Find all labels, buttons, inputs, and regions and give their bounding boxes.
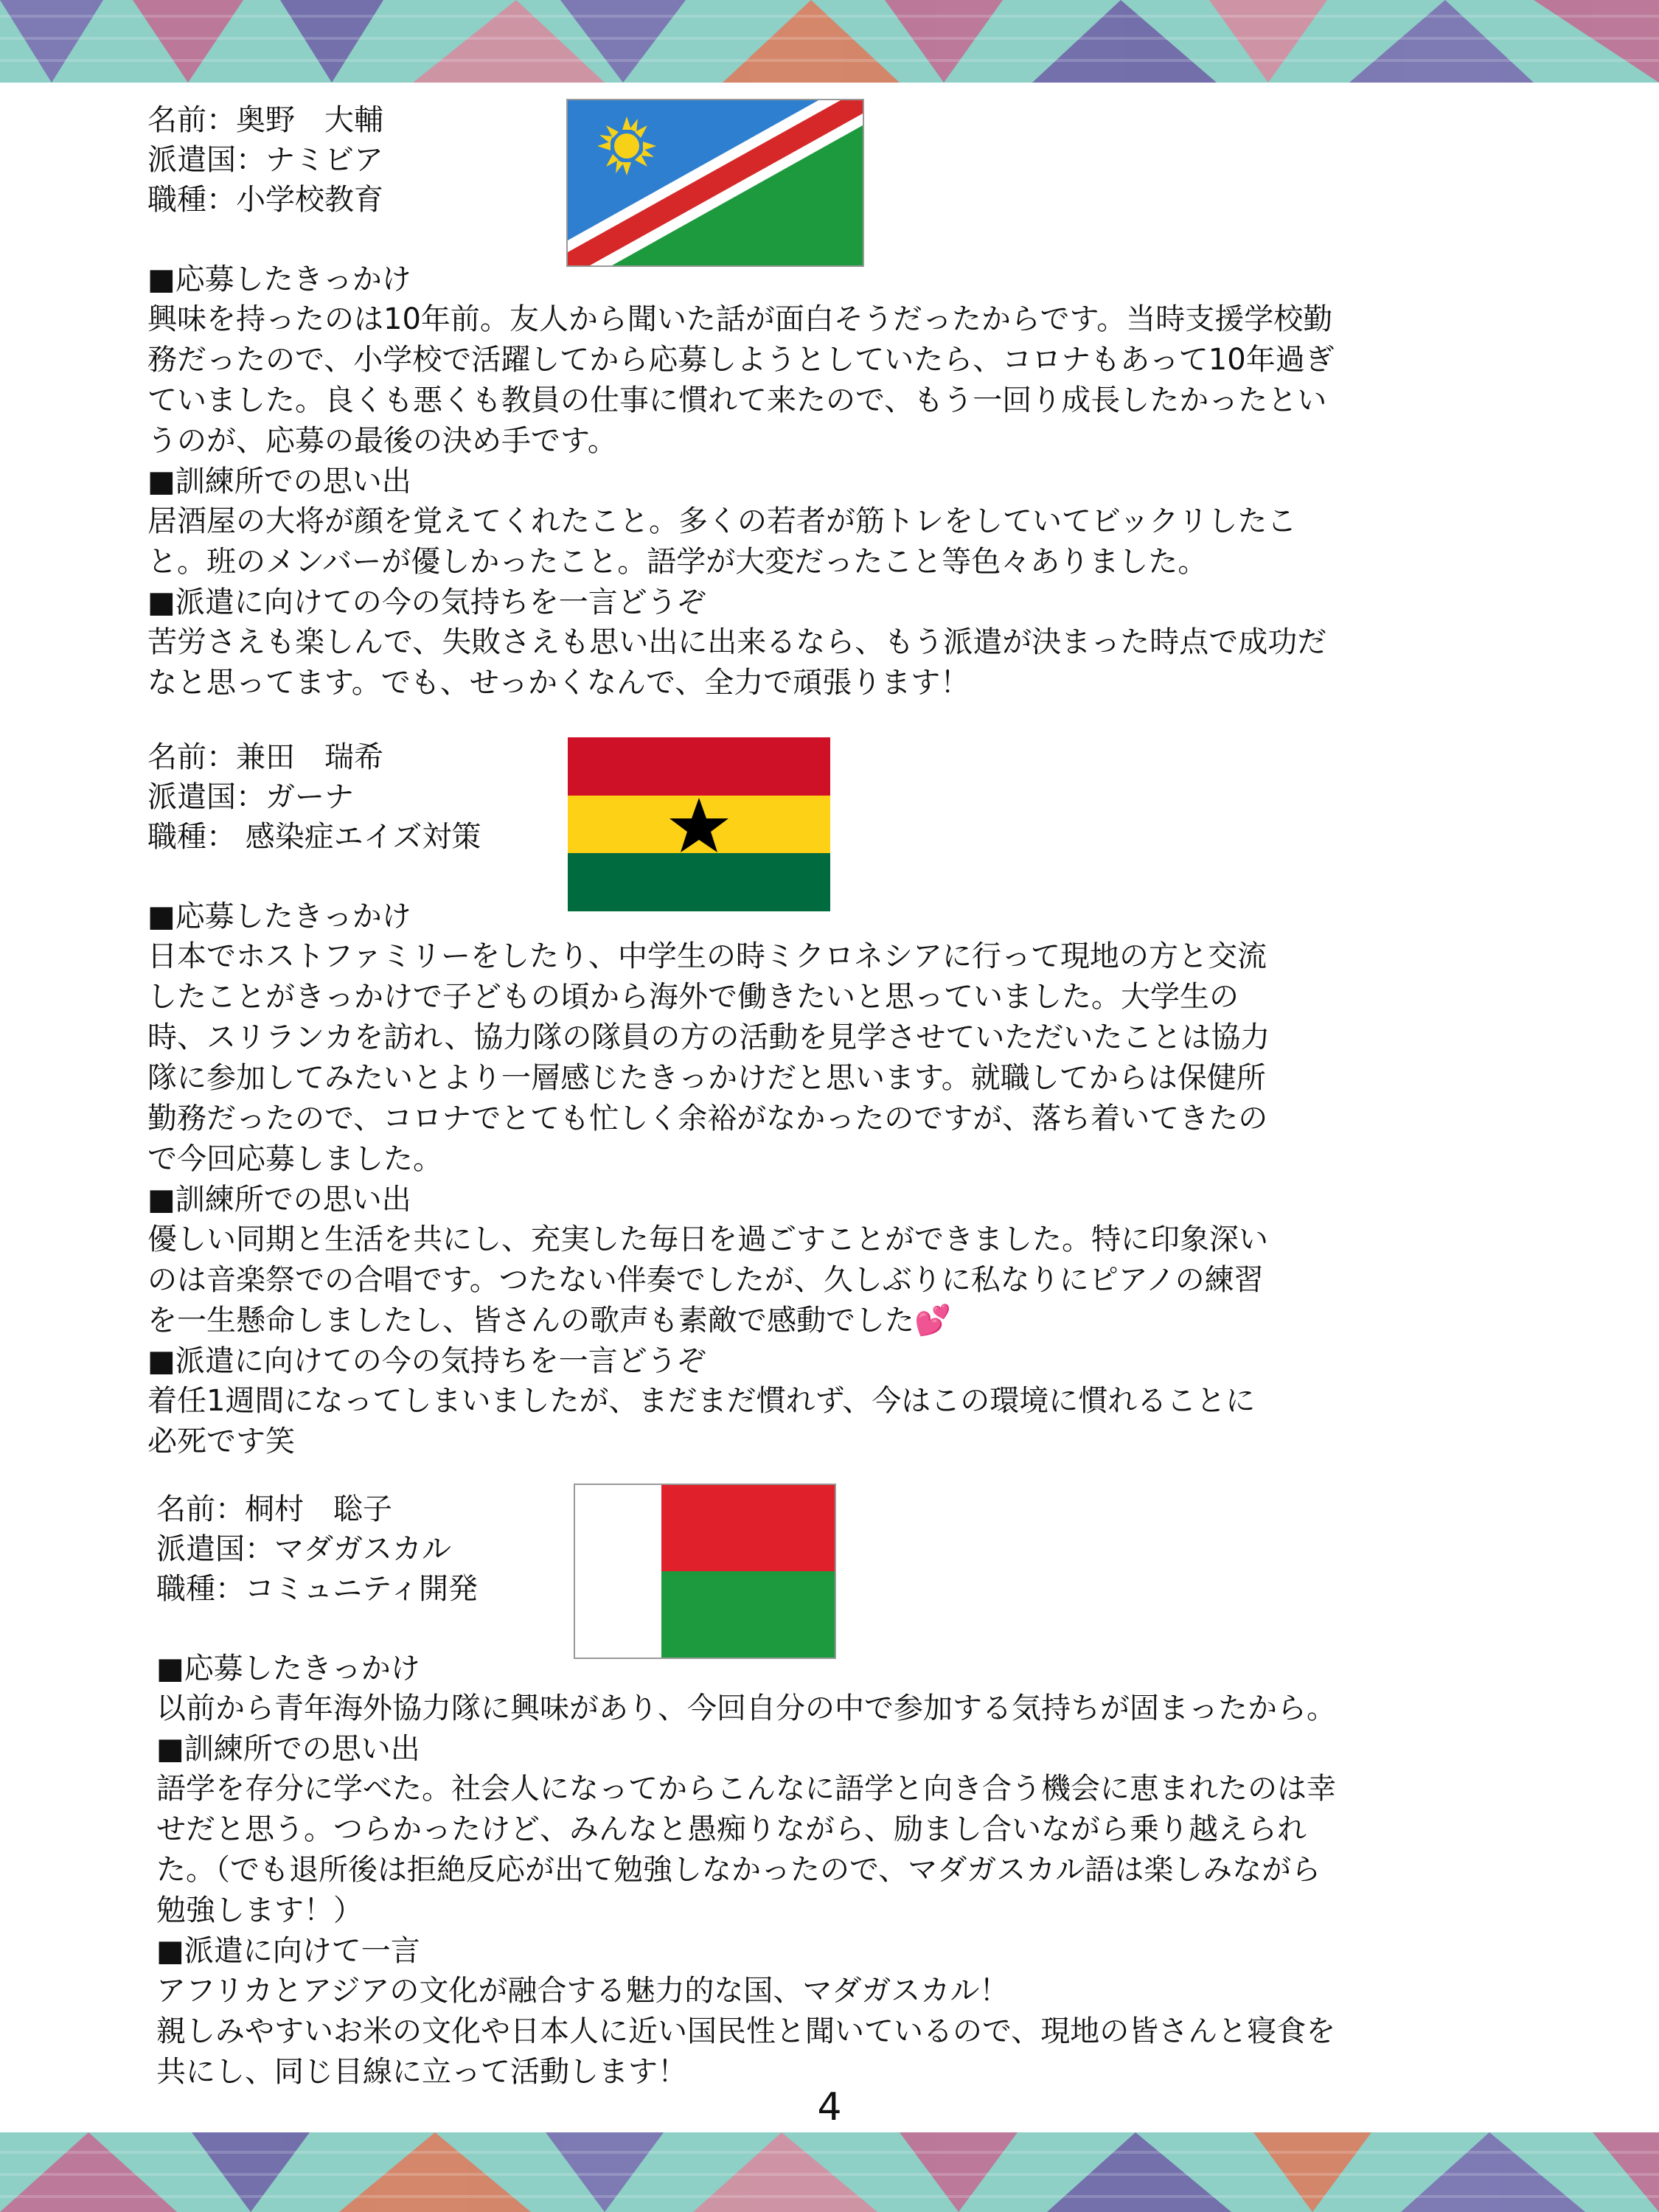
profile-kaneda [147, 737, 1548, 1462]
text-line: 時、スリランカを訪れ、協力隊の隊員の方の活動を見学させていただいたことは協力 [147, 1020, 1270, 1054]
profile-name: 名前：桐村 聡子 [156, 1492, 392, 1526]
ghana-flag-icon [568, 737, 830, 911]
section-training-memories [156, 1729, 1557, 1931]
woven-pattern-bottom [0, 2132, 1659, 2212]
namibia-flag-icon [566, 99, 864, 267]
section-heading: ■応募したきっかけ [156, 1652, 420, 1686]
section-message [147, 582, 1548, 703]
text-line: なと思ってます。でも、せっかくなんで、全力で頑張ります！ [147, 666, 970, 700]
profile-job: 職種： 感染症エイズ対策 [147, 820, 481, 854]
section-heading: ■訓練所での思い出 [147, 465, 411, 498]
profile-country: 派遣国：マダガスカル [156, 1532, 451, 1566]
text-line: 共にし、同じ目線に立って活動します！ [156, 2055, 687, 2089]
profile-kirimura [156, 1489, 1557, 2093]
text-line: を一生懸命しましたし、皆さんの歌声も素敵で感動でした💕 [147, 1304, 951, 1338]
text-line: 必死です笑 [147, 1425, 295, 1458]
profile-job: 職種：コミュニティ開発 [156, 1572, 478, 1606]
section-heading: ■派遣に向けての今の気持ちを一言どうぞ [147, 585, 706, 619]
text-line: 務だったので、小学校で活躍してから応募しようとしていたら、コロナもあって10年過ぎ [147, 343, 1335, 377]
text-line: 興味を持ったのは10年前。友人から聞いた話が面白そうだったからです。当時支援学校勤 [147, 302, 1333, 336]
section-heading: ■派遣に向けての今の気持ちを一言どうぞ [147, 1344, 706, 1378]
text-line: 苦労さえも楽しんで、失敗さえも思い出に出来るなら、もう派遣が決まった時点で成功だ [147, 625, 1327, 659]
profile-name: 名前：奥野 大輔 [147, 103, 383, 137]
text-line: したことがきっかけで子どもの頃から海外で働きたいと思っていました。大学生の [147, 980, 1239, 1014]
text-line: せだと思う。つらかったけど、みんなと愚痴りながら、励まし合いながら乗り越えられ [156, 1812, 1307, 1846]
profile-meta [156, 1489, 1557, 1609]
section-heading: ■応募したきっかけ [147, 262, 411, 296]
section-heading: ■訓練所での思い出 [147, 1183, 411, 1217]
text-line: 日本でホストファミリーをしたり、中学生の時ミクロネシアに行って現地の方と交流 [147, 939, 1267, 973]
profile-meta [147, 737, 1548, 857]
section-heading: ■派遣に向けて一言 [156, 1934, 420, 1968]
section-training-memories [147, 1180, 1548, 1341]
text-line: 優しい同期と生活を共にし、充実した毎日を過ごすことができました。特に印象深い [147, 1222, 1268, 1256]
text-line: 勤務だったので、コロナでとても忙しく余裕がなかったのですが、落ち着いてきたの [147, 1102, 1268, 1135]
text-line: 語学を存分に学べた。社会人になってからこんなに語学と向き合う機会に恵まれたのは幸 [156, 1772, 1336, 1806]
section-motivation [147, 260, 1548, 462]
profile-country: 派遣国：ガーナ [147, 780, 354, 814]
section-training-memories [147, 462, 1548, 582]
section-message [156, 1931, 1557, 2093]
text-line: 着任1週間になってしまいましたが、まだまだ慣れず、今はこの環境に慣れることに [147, 1384, 1256, 1418]
text-line: た。（でも退所後は拒絶反応が出て勉強しなかったので、マダガスカル語は楽しみながら [156, 1853, 1321, 1887]
text-line: 以前から青年海外協力隊に興味があり、今回自分の中で参加する気持ちが固まったから。 [156, 1691, 1336, 1725]
profile-name: 名前：兼田 瑞希 [147, 740, 383, 774]
profile-country: 派遣国：ナミビア [147, 143, 383, 177]
text-line: で今回応募しました。 [147, 1142, 442, 1176]
section-heading: ■訓練所での思い出 [156, 1732, 420, 1766]
text-line: 隊に参加してみたいとより一層感じたきっかけだと思います。就職してからは保健所 [147, 1061, 1266, 1095]
text-line: うのが、応募の最後の決め手です。 [147, 424, 617, 458]
section-message [147, 1341, 1548, 1462]
page-number: 4 [817, 2085, 842, 2129]
madagascar-flag-icon [574, 1484, 836, 1659]
text-line: アフリカとアジアの文化が融合する魅力的な国、マダガスカル！ [156, 1974, 1009, 2008]
section-heading: ■応募したきっかけ [147, 900, 411, 933]
bottom-pattern-band [0, 2132, 1659, 2212]
text-line: のは音楽祭での合唱です。つたない伴奏でしたが、久しぶりに私なりにピアノの練習 [147, 1263, 1264, 1297]
section-motivation [147, 897, 1548, 1180]
section-motivation [156, 1649, 1557, 1729]
profile-job: 職種：小学校教育 [147, 183, 383, 217]
text-line: 勉強します！） [156, 1893, 363, 1927]
text-line: 居酒屋の大将が顔を覚えてくれたこと。多くの若者が筋トレをしていてビックリしたこ [147, 504, 1297, 538]
woven-pattern-top [0, 0, 1659, 83]
top-pattern-band [0, 0, 1659, 83]
text-line: ていました。良くも悪くも教員の仕事に慣れて来たので、もう一回り成長したかったとい [147, 383, 1327, 417]
text-line: と。班のメンバーが優しかったこと。語学が大変だったこと等色々ありました。 [147, 545, 1208, 579]
text-line: 親しみやすいお米の文化や日本人に近い国民性と聞いているので、現地の皆さんと寝食を [156, 2014, 1336, 2048]
